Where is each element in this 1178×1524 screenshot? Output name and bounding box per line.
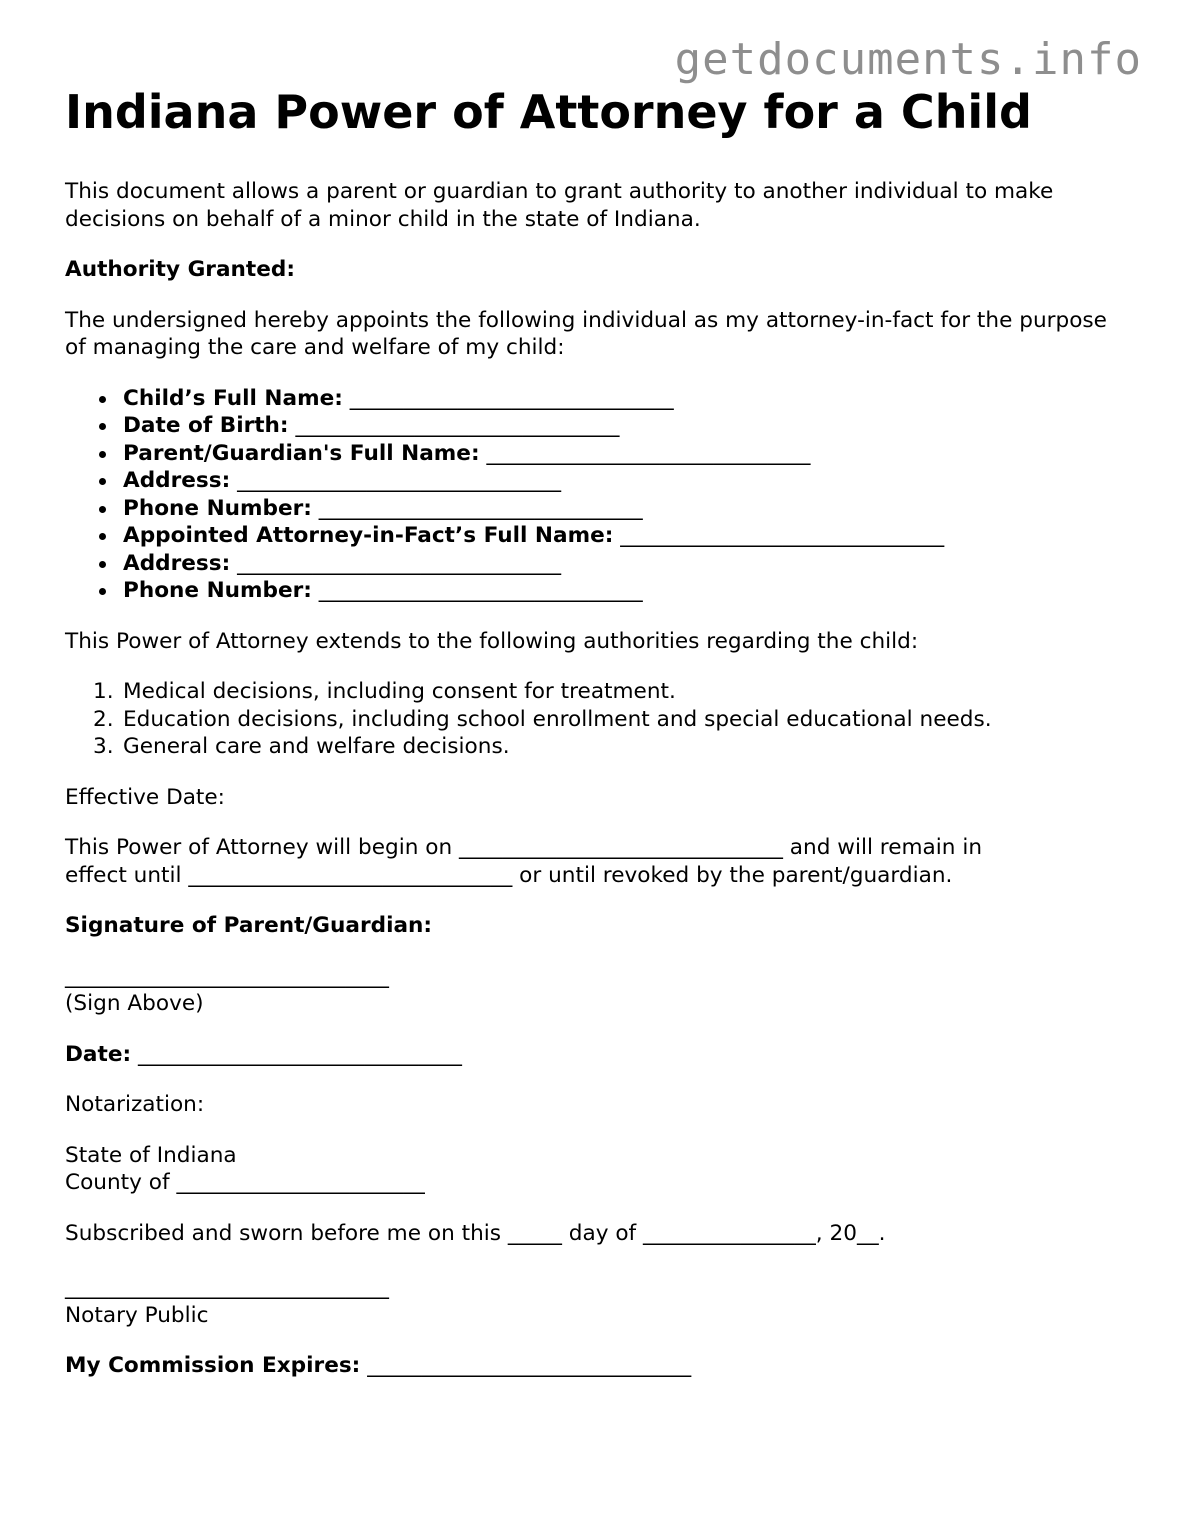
notary-public-label: Notary Public [65,1302,209,1328]
date-blank[interactable]: ______________________________ [137,1041,462,1067]
authority-item [65,733,1125,761]
notary-signature-line[interactable]: ______________________________ [65,1275,389,1300]
state-line: State of Indiana [65,1142,237,1168]
county-label: County of [65,1170,170,1195]
sworn-prefix: Subscribed and sworn before me on this [65,1220,502,1246]
county-blank[interactable]: _______________________ [176,1170,425,1195]
field-label: Phone Number: [123,578,312,603]
field-blank[interactable]: ______________________________ [295,413,620,438]
signature-heading: Signature of Parent/Guardian: [65,913,433,938]
authority-text: Medical decisions, including consent for treatment. [123,679,676,704]
sworn-day-of: day of [568,1220,637,1246]
authority-text: General care and welfare decisions. [123,734,510,759]
field-attorney-phone [65,577,1125,605]
date-row [65,1041,1125,1069]
field-blank[interactable]: ______________________________ [318,495,643,521]
authority-item [65,706,1125,734]
field-label: Address: [123,468,231,493]
intro-paragraph: This document allows a parent or guardian to grant authority to another individual to make decisions on behalf of a minor child in the state of Indiana. [65,179,1054,232]
notary-block [65,1274,1125,1329]
authority-number: 1. [93,679,114,704]
document-body [65,86,1125,1403]
signature-block [65,963,1125,1018]
sworn-end: . [878,1220,886,1246]
appointment-paragraph: The undersigned hereby appoints the following individual as my attorney-in-fact for the purpose of managing the care and welfare of my child: [65,307,1107,360]
watermark: getdocuments.info [674,34,1142,85]
authority-text: Education decisions, including school enrollment and special educational needs. [123,706,992,732]
authorities-list [65,678,1125,761]
authority-item [65,678,1125,706]
effective-date-label: Effective Date: [65,784,225,810]
field-parent-phone [65,495,1125,523]
authorities-intro: This Power of Attorney extends to the following authorities regarding the child: [65,628,919,654]
venue-block [65,1142,1125,1197]
effective-line-1 [65,835,982,860]
date-label: Date: [65,1041,132,1067]
field-blank[interactable]: ______________________________ [237,468,562,493]
sworn-month-blank[interactable]: ________________ [643,1220,816,1246]
sign-above-label: (Sign Above) [65,991,204,1016]
until-date-blank[interactable]: ______________________________ [188,862,513,888]
commission-label: My Commission Expires: [65,1353,361,1378]
sworn-day-blank[interactable]: _____ [507,1220,562,1246]
effective-line-2 [65,863,952,888]
field-blank[interactable]: ______________________________ [349,385,674,411]
field-date-of-birth [65,412,1125,440]
field-label: Child’s Full Name: [123,385,343,411]
effective-period-paragraph [65,834,1125,889]
party-fields-list [65,385,1125,605]
notarization-label: Notarization: [65,1092,205,1117]
authority-heading: Authority Granted: [65,257,295,282]
field-attorney-address [65,550,1125,578]
sworn-year-prefix: , 20 [815,1220,858,1246]
field-child-full-name [65,385,1125,413]
field-attorney-full-name [65,522,1125,550]
begin-date-blank[interactable]: ______________________________ [459,835,783,860]
field-label: Phone Number: [123,495,312,521]
until-text: effect until [65,862,182,888]
document-title: Indiana Power of Attorney for a Child [65,85,1032,139]
commission-row [65,1352,1125,1380]
field-parent-guardian-name [65,440,1125,468]
authority-number: 2. [93,706,114,732]
field-blank[interactable]: ______________________________ [237,550,562,576]
commission-blank[interactable]: ______________________________ [367,1353,692,1378]
revoked-text: or until revoked by the parent/guardian. [519,862,953,888]
field-label: Appointed Attorney-in-Fact’s Full Name: [123,523,614,548]
field-blank[interactable]: ______________________________ [486,440,811,466]
signature-line[interactable]: ______________________________ [65,963,389,989]
field-label: Date of Birth: [123,413,289,438]
field-label: Parent/Guardian's Full Name: [123,440,480,466]
field-label: Address: [123,550,231,576]
authority-number: 3. [93,734,114,759]
field-blank[interactable]: ______________________________ [620,523,945,548]
sworn-year-blank[interactable]: __ [857,1220,879,1246]
sworn-line [65,1220,1125,1248]
field-blank[interactable]: ______________________________ [318,578,643,603]
field-parent-address [65,467,1125,495]
remain-text: and will remain in [789,835,983,860]
begin-text: This Power of Attorney will begin on [65,835,453,860]
